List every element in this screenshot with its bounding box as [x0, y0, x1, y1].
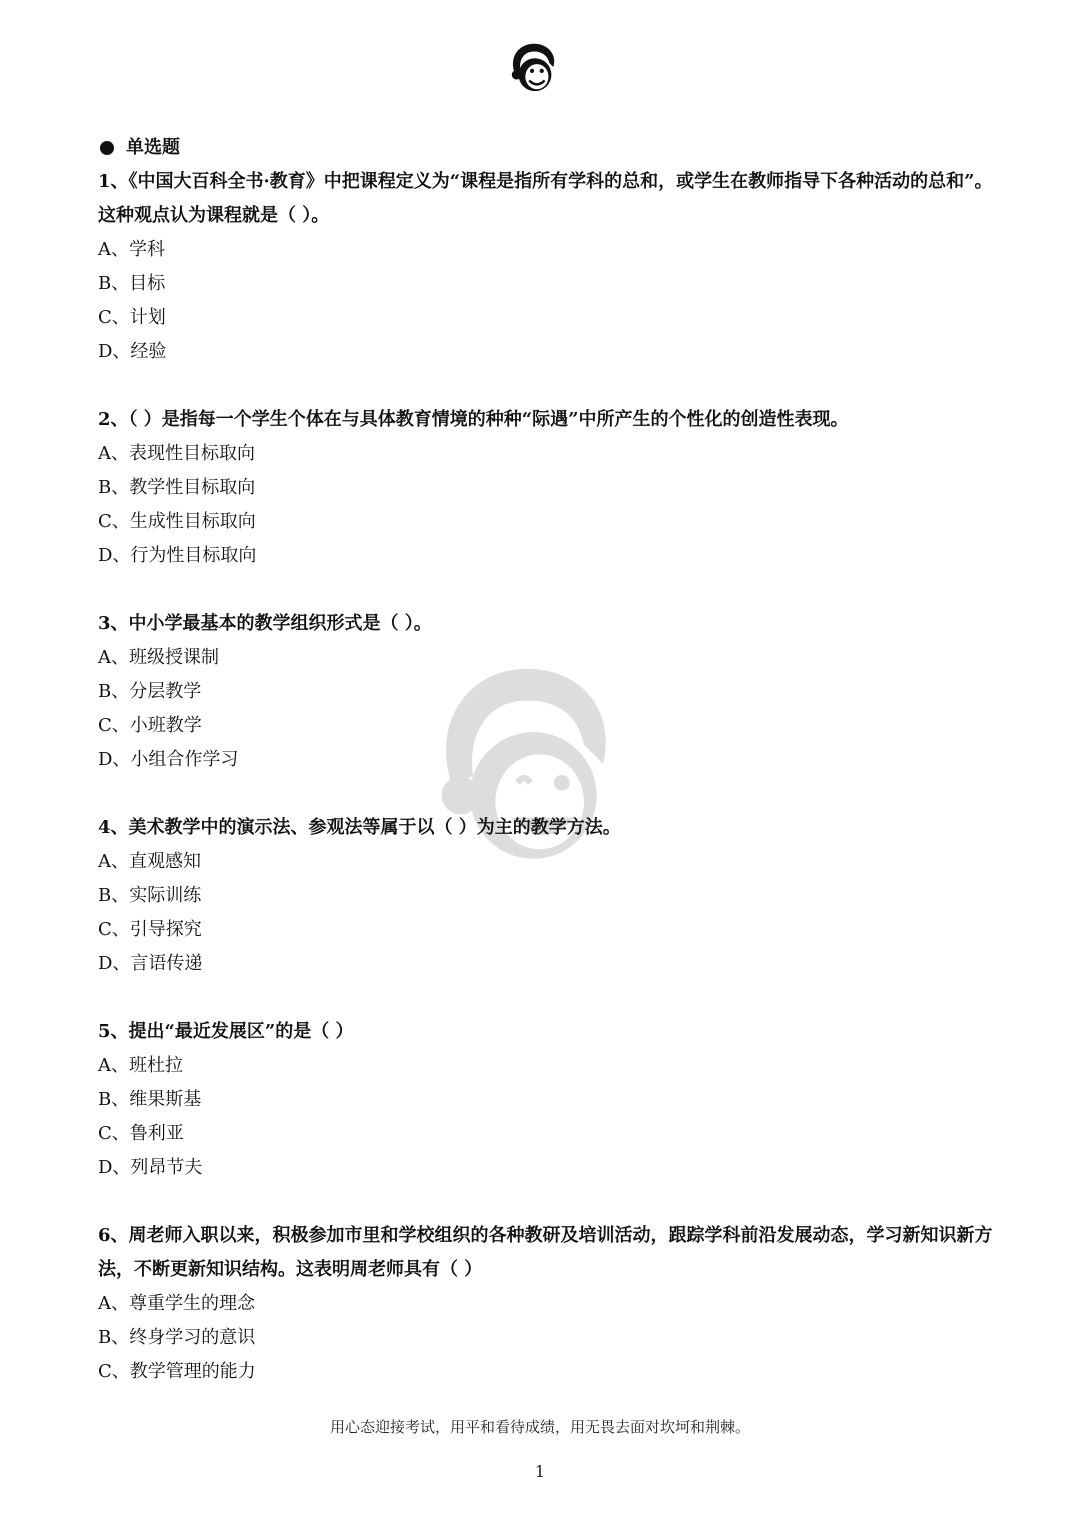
option-c: C、鲁利亚	[98, 1123, 184, 1144]
option-d: D、列昂节夫	[98, 1157, 203, 1178]
option-c: C、生成性目标取向	[98, 511, 256, 532]
option-a: A、尊重学生的理念	[98, 1293, 255, 1314]
question-4	[98, 811, 998, 981]
option-c: C、引导探究	[98, 919, 202, 940]
question-stem: 2、（ ）是指每一个学生个体在与具体教育情境的种种“际遇”中所产生的个性化的创造性表现。	[98, 409, 849, 430]
option-a: A、班杜拉	[98, 1055, 183, 1076]
option-b: B、终身学习的意识	[98, 1327, 256, 1348]
monkey-mascot-icon	[505, 38, 563, 96]
question-1	[98, 165, 998, 369]
option-b: B、教学性目标取向	[98, 477, 256, 498]
question-5	[98, 1015, 998, 1185]
option-b: B、目标	[98, 273, 166, 294]
question-stem: 1、《中国大百科全书·教育》中把课程定义为“课程是指所有学科的总和，或学生在教师指导下各种活动的总和”。这种观点认为课程就是（ ）。	[98, 171, 993, 226]
question-stem: 5、提出“最近发展区”的是（ ）	[98, 1021, 354, 1042]
question-stem: 6、周老师入职以来，积极参加市里和学校组织的各种教研及培训活动，跟踪学科前沿发展动态，学习新知识新方法，不断更新知识结构。这表明周老师具有（ ）	[98, 1225, 993, 1280]
question-stem: 3、中小学最基本的教学组织形式是（ ）。	[98, 613, 432, 634]
option-a: A、表现性目标取向	[98, 443, 255, 464]
option-d: D、言语传递	[98, 953, 203, 974]
question-list	[98, 131, 998, 1423]
bullet-icon	[100, 141, 114, 155]
option-b: B、维果斯基	[98, 1089, 202, 1110]
question-3	[98, 607, 998, 777]
option-d: D、小组合作学习	[98, 749, 239, 770]
question-stem: 4、美术教学中的演示法、参观法等属于以（ ）为主的教学方法。	[98, 817, 621, 838]
option-a: A、直观感知	[98, 851, 201, 872]
section-heading	[98, 131, 998, 165]
section-title: 单选题	[126, 137, 180, 158]
option-b: B、分层教学	[98, 681, 202, 702]
question-6	[98, 1219, 998, 1389]
question-2	[98, 403, 998, 573]
option-c: C、教学管理的能力	[98, 1361, 256, 1382]
option-d: D、行为性目标取向	[98, 545, 257, 566]
option-c: C、小班教学	[98, 715, 202, 736]
option-b: B、实际训练	[98, 885, 202, 906]
footer-motto: 用心态迎接考试，用平和看待成绩，用无畏去面对坎坷和荆棘。	[329, 1418, 750, 1436]
page-number: 1	[534, 1462, 546, 1481]
option-d: D、经验	[98, 341, 167, 362]
option-a: A、学科	[98, 239, 165, 260]
option-a: A、班级授课制	[98, 647, 219, 668]
option-c: C、计划	[98, 307, 166, 328]
